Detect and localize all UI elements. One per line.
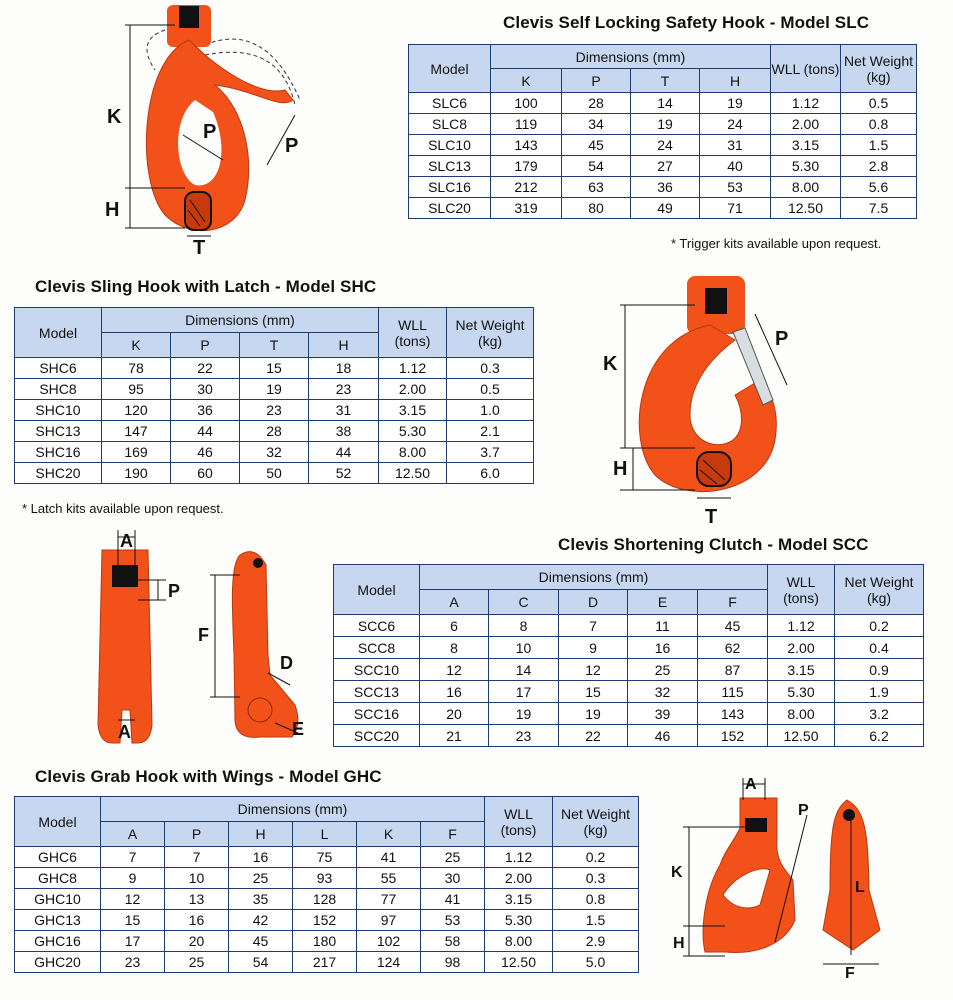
table-row xyxy=(15,421,534,442)
scc-label-a1: A xyxy=(120,531,133,551)
header-dim-k: K xyxy=(102,333,171,358)
cell-model: GHC20 xyxy=(15,952,101,973)
cell-dim: 13 xyxy=(165,889,229,910)
table-row xyxy=(15,910,639,931)
cell-dim: 34 xyxy=(562,114,631,135)
cell-dim: 24 xyxy=(631,135,700,156)
cell-dim: 22 xyxy=(559,725,628,747)
cell-dim: 49 xyxy=(631,198,700,219)
cell-weight: 1.5 xyxy=(841,135,917,156)
cell-dim: 19 xyxy=(700,93,771,114)
cell-dim: 97 xyxy=(357,910,421,931)
table-row xyxy=(334,659,924,681)
cell-wll: 3.15 xyxy=(485,889,553,910)
header-dim-p: P xyxy=(562,69,631,93)
cell-wll: 12.50 xyxy=(485,952,553,973)
cell-weight: 0.3 xyxy=(553,868,639,889)
shc-label-t: T xyxy=(705,506,718,528)
cell-dim: 18 xyxy=(309,358,379,379)
table-row xyxy=(15,847,639,868)
cell-dim: 19 xyxy=(631,114,700,135)
cell-wll: 8.00 xyxy=(485,931,553,952)
cell-dim: 124 xyxy=(357,952,421,973)
cell-dim: 58 xyxy=(421,931,485,952)
cell-dim: 44 xyxy=(171,421,240,442)
header-dim-p: P xyxy=(165,822,229,847)
cell-dim: 60 xyxy=(171,463,240,484)
cell-dim: 55 xyxy=(357,868,421,889)
cell-dim: 42 xyxy=(229,910,293,931)
cell-wll: 1.12 xyxy=(771,93,841,114)
cell-dim: 8 xyxy=(420,637,489,659)
ghc-label-f: F xyxy=(845,965,855,980)
cell-model: SLC10 xyxy=(409,135,491,156)
cell-wll: 3.15 xyxy=(771,135,841,156)
header-net-weight: Net Weight (kg) xyxy=(447,308,534,358)
cell-dim: 75 xyxy=(293,847,357,868)
cell-dim: 77 xyxy=(357,889,421,910)
header-dimensions: Dimensions (mm) xyxy=(102,308,379,333)
table-row xyxy=(15,400,534,421)
header-wll: WLL (tons) xyxy=(768,565,835,615)
cell-dim: 212 xyxy=(491,177,562,198)
cell-dim: 25 xyxy=(628,659,698,681)
cell-model: SHC8 xyxy=(15,379,102,400)
cell-model: SCC6 xyxy=(334,615,420,637)
cell-dim: 16 xyxy=(420,681,489,703)
cell-dim: 143 xyxy=(698,703,768,725)
cell-dim: 40 xyxy=(700,156,771,177)
shc-hook-illustration xyxy=(595,270,815,528)
cell-dim: 120 xyxy=(102,400,171,421)
cell-model: GHC13 xyxy=(15,910,101,931)
cell-weight: 3.7 xyxy=(447,442,534,463)
cell-dim: 31 xyxy=(700,135,771,156)
cell-dim: 22 xyxy=(171,358,240,379)
cell-dim: 8 xyxy=(489,615,559,637)
header-dimensions: Dimensions (mm) xyxy=(491,45,771,69)
header-net-weight: Net Weight (kg) xyxy=(835,565,924,615)
cell-wll: 3.15 xyxy=(768,659,835,681)
header-model: Model xyxy=(409,45,491,93)
table-row xyxy=(15,889,639,910)
cell-model: SCC16 xyxy=(334,703,420,725)
cell-dim: 45 xyxy=(229,931,293,952)
shc-label-p: P xyxy=(775,328,789,350)
cell-wll: 1.12 xyxy=(379,358,447,379)
header-dimensions: Dimensions (mm) xyxy=(420,565,768,590)
cell-dim: 53 xyxy=(700,177,771,198)
cell-dim: 27 xyxy=(631,156,700,177)
cell-dim: 28 xyxy=(240,421,309,442)
slc-label-p2: P xyxy=(285,135,299,157)
cell-dim: 6 xyxy=(420,615,489,637)
cell-model: GHC10 xyxy=(15,889,101,910)
slc-label-p1: P xyxy=(203,121,217,143)
ghc-title: Clevis Grab Hook with Wings - Model GHC xyxy=(35,767,382,786)
shc-note: * Latch kits available upon request. xyxy=(22,501,224,516)
header-dim-f: F xyxy=(698,590,768,615)
header-dim-h: H xyxy=(309,333,379,358)
shc-title: Clevis Sling Hook with Latch - Model SHC xyxy=(35,277,377,296)
slc-label-t: T xyxy=(193,237,206,255)
header-net-weight: Net Weight (kg) xyxy=(841,45,917,93)
cell-dim: 63 xyxy=(562,177,631,198)
cell-dim: 14 xyxy=(631,93,700,114)
cell-weight: 2.1 xyxy=(447,421,534,442)
cell-dim: 17 xyxy=(101,931,165,952)
cell-wll: 8.00 xyxy=(771,177,841,198)
cell-model: SHC10 xyxy=(15,400,102,421)
cell-dim: 143 xyxy=(491,135,562,156)
table-row xyxy=(334,703,924,725)
cell-weight: 3.2 xyxy=(835,703,924,725)
header-dim-f: F xyxy=(421,822,485,847)
cell-dim: 10 xyxy=(165,868,229,889)
cell-weight: 5.6 xyxy=(841,177,917,198)
cell-dim: 54 xyxy=(562,156,631,177)
cell-model: GHC8 xyxy=(15,868,101,889)
cell-weight: 6.2 xyxy=(835,725,924,747)
header-dim-k: K xyxy=(357,822,421,847)
cell-model: SCC8 xyxy=(334,637,420,659)
cell-dim: 35 xyxy=(229,889,293,910)
cell-weight: 2.9 xyxy=(553,931,639,952)
cell-weight: 0.2 xyxy=(835,615,924,637)
table-row xyxy=(334,681,924,703)
cell-dim: 7 xyxy=(101,847,165,868)
cell-dim: 12 xyxy=(420,659,489,681)
header-dim-h: H xyxy=(229,822,293,847)
scc-label-e: E xyxy=(292,719,305,739)
cell-dim: 19 xyxy=(240,379,309,400)
cell-weight: 0.9 xyxy=(835,659,924,681)
cell-dim: 115 xyxy=(698,681,768,703)
header-dim-t: T xyxy=(631,69,700,93)
cell-dim: 15 xyxy=(101,910,165,931)
cell-wll: 12.50 xyxy=(379,463,447,484)
cell-model: SLC8 xyxy=(409,114,491,135)
slc-label-h: H xyxy=(105,199,120,221)
header-net-weight: Net Weight (kg) xyxy=(553,797,639,847)
cell-dim: 31 xyxy=(309,400,379,421)
cell-model: SHC20 xyxy=(15,463,102,484)
shc-table xyxy=(14,307,534,484)
cell-weight: 1.0 xyxy=(447,400,534,421)
ghc-label-l: L xyxy=(855,879,865,896)
cell-model: SCC13 xyxy=(334,681,420,703)
header-dim-p: P xyxy=(171,333,240,358)
cell-wll: 8.00 xyxy=(379,442,447,463)
cell-dim: 46 xyxy=(171,442,240,463)
cell-dim: 52 xyxy=(309,463,379,484)
cell-weight: 0.8 xyxy=(841,114,917,135)
cell-weight: 0.2 xyxy=(553,847,639,868)
cell-dim: 54 xyxy=(229,952,293,973)
cell-dim: 7 xyxy=(559,615,628,637)
cell-wll: 5.30 xyxy=(768,681,835,703)
cell-wll: 5.30 xyxy=(379,421,447,442)
cell-dim: 25 xyxy=(229,868,293,889)
cell-model: SCC10 xyxy=(334,659,420,681)
cell-dim: 16 xyxy=(229,847,293,868)
cell-weight: 1.9 xyxy=(835,681,924,703)
cell-wll: 5.30 xyxy=(485,910,553,931)
cell-dim: 9 xyxy=(559,637,628,659)
cell-dim: 12 xyxy=(559,659,628,681)
cell-weight: 0.4 xyxy=(835,637,924,659)
slc-title: Clevis Self Locking Safety Hook - Model SLC xyxy=(503,13,870,32)
cell-dim: 45 xyxy=(698,615,768,637)
cell-dim: 11 xyxy=(628,615,698,637)
ghc-label-a: A xyxy=(745,776,757,793)
cell-dim: 23 xyxy=(489,725,559,747)
header-dim-l: L xyxy=(293,822,357,847)
scc-label-p: P xyxy=(168,581,181,601)
cell-dim: 119 xyxy=(491,114,562,135)
table-row xyxy=(15,868,639,889)
cell-dim: 36 xyxy=(171,400,240,421)
cell-wll: 2.00 xyxy=(768,637,835,659)
table-row xyxy=(409,156,917,177)
slc-table xyxy=(408,44,917,219)
cell-dim: 190 xyxy=(102,463,171,484)
cell-model: SLC13 xyxy=(409,156,491,177)
scc-label-d: D xyxy=(280,653,293,673)
cell-wll: 3.15 xyxy=(379,400,447,421)
cell-dim: 19 xyxy=(559,703,628,725)
header-dimensions: Dimensions (mm) xyxy=(101,797,485,822)
table-row xyxy=(409,177,917,198)
cell-dim: 32 xyxy=(628,681,698,703)
header-model: Model xyxy=(15,308,102,358)
cell-dim: 147 xyxy=(102,421,171,442)
cell-dim: 23 xyxy=(101,952,165,973)
cell-dim: 50 xyxy=(240,463,309,484)
header-dim-d: D xyxy=(559,590,628,615)
header-dim-a: A xyxy=(420,590,489,615)
cell-dim: 53 xyxy=(421,910,485,931)
cell-dim: 95 xyxy=(102,379,171,400)
cell-model: GHC16 xyxy=(15,931,101,952)
table-row xyxy=(334,725,924,747)
cell-dim: 16 xyxy=(628,637,698,659)
cell-dim: 15 xyxy=(559,681,628,703)
cell-dim: 21 xyxy=(420,725,489,747)
cell-dim: 16 xyxy=(165,910,229,931)
header-dim-a: A xyxy=(101,822,165,847)
scc-title: Clevis Shortening Clutch - Model SCC xyxy=(558,535,869,554)
table-row xyxy=(15,952,639,973)
ghc-table xyxy=(14,796,639,973)
cell-dim: 102 xyxy=(357,931,421,952)
cell-model: SCC20 xyxy=(334,725,420,747)
cell-dim: 30 xyxy=(421,868,485,889)
header-model: Model xyxy=(15,797,101,847)
header-dim-h: H xyxy=(700,69,771,93)
cell-model: SLC20 xyxy=(409,198,491,219)
cell-model: SHC16 xyxy=(15,442,102,463)
cell-dim: 44 xyxy=(309,442,379,463)
table-row xyxy=(15,379,534,400)
header-wll: WLL (tons) xyxy=(771,45,841,93)
header-dim-c: C xyxy=(489,590,559,615)
ghc-label-p: P xyxy=(798,802,809,819)
cell-dim: 36 xyxy=(631,177,700,198)
cell-dim: 179 xyxy=(491,156,562,177)
cell-dim: 152 xyxy=(293,910,357,931)
table-row xyxy=(15,358,534,379)
cell-dim: 80 xyxy=(562,198,631,219)
cell-model: GHC6 xyxy=(15,847,101,868)
cell-dim: 319 xyxy=(491,198,562,219)
slc-label-k: K xyxy=(107,106,122,128)
cell-dim: 9 xyxy=(101,868,165,889)
cell-weight: 1.5 xyxy=(553,910,639,931)
cell-model: SLC16 xyxy=(409,177,491,198)
table-row xyxy=(409,135,917,156)
cell-dim: 20 xyxy=(420,703,489,725)
cell-weight: 6.0 xyxy=(447,463,534,484)
cell-dim: 98 xyxy=(421,952,485,973)
table-row xyxy=(15,463,534,484)
table-row xyxy=(15,442,534,463)
cell-wll: 12.50 xyxy=(771,198,841,219)
cell-dim: 19 xyxy=(489,703,559,725)
cell-dim: 180 xyxy=(293,931,357,952)
cell-weight: 0.3 xyxy=(447,358,534,379)
scc-clutch-illustration xyxy=(90,525,330,750)
ghc-hook-illustration xyxy=(665,770,890,980)
cell-dim: 7 xyxy=(165,847,229,868)
cell-weight: 7.5 xyxy=(841,198,917,219)
cell-dim: 23 xyxy=(309,379,379,400)
cell-dim: 87 xyxy=(698,659,768,681)
cell-dim: 14 xyxy=(489,659,559,681)
scc-label-a2: A xyxy=(118,722,131,742)
cell-weight: 0.5 xyxy=(841,93,917,114)
cell-dim: 15 xyxy=(240,358,309,379)
cell-weight: 2.8 xyxy=(841,156,917,177)
header-dim-k: K xyxy=(491,69,562,93)
header-wll: WLL (tons) xyxy=(379,308,447,358)
cell-wll: 1.12 xyxy=(485,847,553,868)
cell-wll: 2.00 xyxy=(771,114,841,135)
cell-wll: 2.00 xyxy=(379,379,447,400)
cell-dim: 46 xyxy=(628,725,698,747)
cell-model: SHC6 xyxy=(15,358,102,379)
scc-label-f: F xyxy=(198,625,209,645)
cell-model: SHC13 xyxy=(15,421,102,442)
cell-wll: 1.12 xyxy=(768,615,835,637)
cell-dim: 93 xyxy=(293,868,357,889)
cell-dim: 17 xyxy=(489,681,559,703)
cell-wll: 12.50 xyxy=(768,725,835,747)
cell-dim: 38 xyxy=(309,421,379,442)
table-row xyxy=(409,93,917,114)
cell-dim: 152 xyxy=(698,725,768,747)
cell-dim: 128 xyxy=(293,889,357,910)
table-row xyxy=(409,114,917,135)
cell-dim: 20 xyxy=(165,931,229,952)
cell-dim: 217 xyxy=(293,952,357,973)
cell-dim: 41 xyxy=(421,889,485,910)
ghc-label-h: H xyxy=(673,935,685,952)
cell-wll: 5.30 xyxy=(771,156,841,177)
cell-weight: 0.5 xyxy=(447,379,534,400)
cell-dim: 100 xyxy=(491,93,562,114)
cell-dim: 41 xyxy=(357,847,421,868)
header-dim-e: E xyxy=(628,590,698,615)
cell-wll: 2.00 xyxy=(485,868,553,889)
table-row xyxy=(334,637,924,659)
cell-dim: 24 xyxy=(700,114,771,135)
cell-dim: 32 xyxy=(240,442,309,463)
table-row xyxy=(334,615,924,637)
table-row xyxy=(15,931,639,952)
table-row xyxy=(409,198,917,219)
cell-dim: 28 xyxy=(562,93,631,114)
cell-weight: 5.0 xyxy=(553,952,639,973)
cell-dim: 62 xyxy=(698,637,768,659)
cell-dim: 25 xyxy=(421,847,485,868)
slc-hook-illustration xyxy=(95,0,310,255)
cell-dim: 10 xyxy=(489,637,559,659)
cell-wll: 8.00 xyxy=(768,703,835,725)
cell-dim: 30 xyxy=(171,379,240,400)
shc-label-h: H xyxy=(613,458,628,480)
cell-dim: 45 xyxy=(562,135,631,156)
ghc-label-k: K xyxy=(671,864,683,881)
header-dim-t: T xyxy=(240,333,309,358)
cell-dim: 169 xyxy=(102,442,171,463)
header-wll: WLL (tons) xyxy=(485,797,553,847)
cell-dim: 25 xyxy=(165,952,229,973)
cell-dim: 12 xyxy=(101,889,165,910)
cell-dim: 78 xyxy=(102,358,171,379)
cell-dim: 23 xyxy=(240,400,309,421)
cell-dim: 39 xyxy=(628,703,698,725)
slc-note: * Trigger kits available upon request. xyxy=(671,236,882,251)
cell-weight: 0.8 xyxy=(553,889,639,910)
scc-table xyxy=(333,564,924,747)
shc-label-k: K xyxy=(603,353,618,375)
cell-model: SLC6 xyxy=(409,93,491,114)
header-model: Model xyxy=(334,565,420,615)
cell-dim: 71 xyxy=(700,198,771,219)
